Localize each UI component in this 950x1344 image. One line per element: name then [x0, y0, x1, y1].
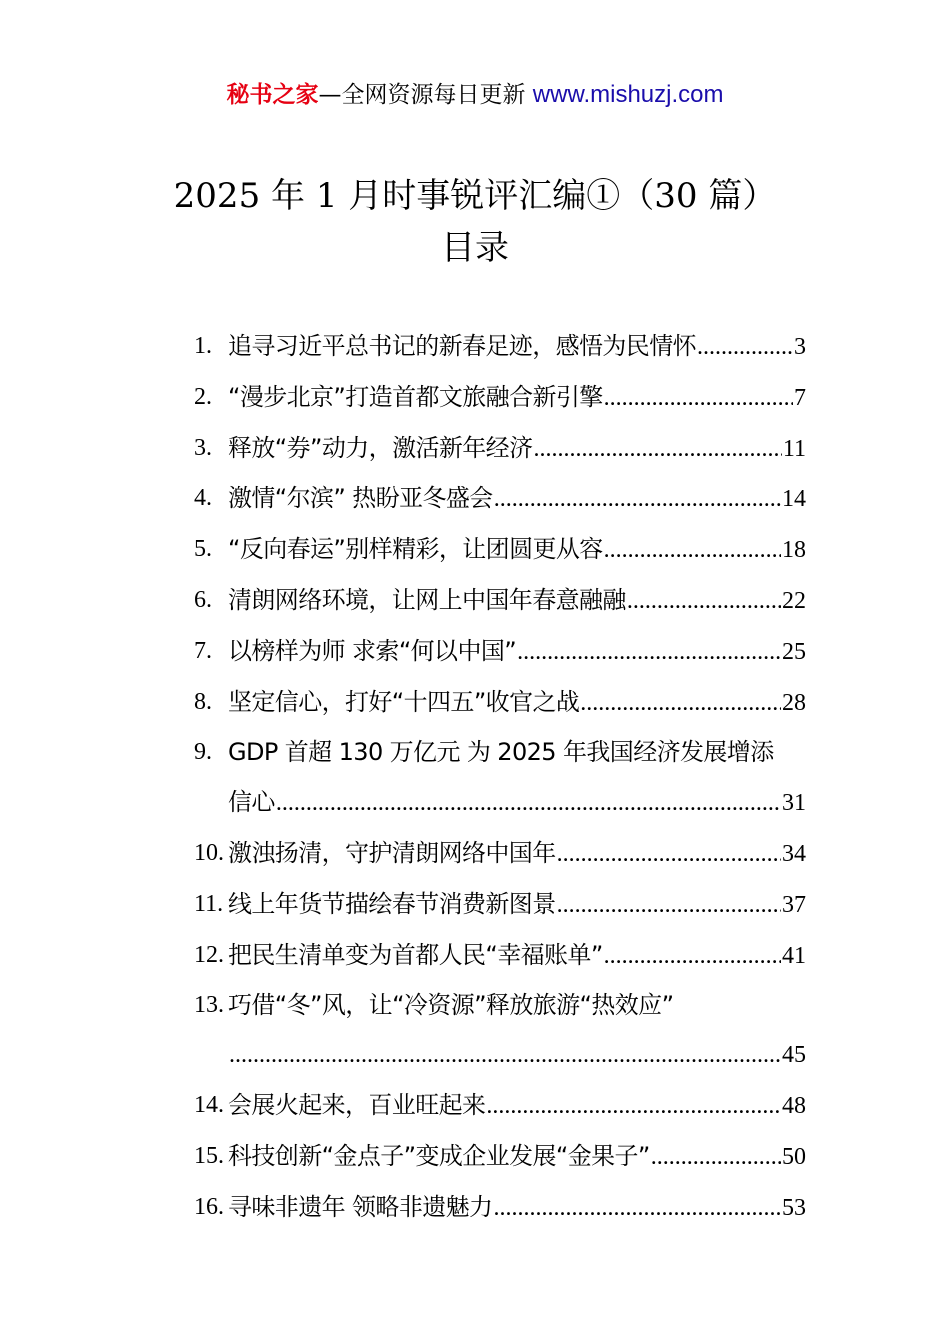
toc-leader — [533, 425, 781, 475]
toc-page: 53 — [782, 1194, 806, 1221]
toc-number: 8. — [194, 688, 212, 715]
toc-page: 22 — [782, 587, 806, 614]
site-header — [0, 80, 950, 110]
site-url[interactable]: www.mishuzj.com — [532, 81, 724, 108]
toc-leader — [604, 526, 781, 576]
toc-entry[interactable] — [194, 1132, 806, 1183]
toc-entry[interactable] — [194, 678, 806, 729]
toc-entry[interactable] — [194, 1183, 806, 1234]
document-title: 2025 年 1 月时事锐评汇编①（30 篇） — [173, 176, 777, 216]
toc-page: 18 — [782, 537, 806, 564]
toc-number: 12. — [194, 941, 224, 968]
toc-title-line1: GDP 首超 130 万亿元 为 2025 年我国经济发展增添 — [228, 738, 774, 767]
toc-number: 4. — [194, 485, 212, 512]
toc-title-line1: 巧借“冬”风，让“冷资源”释放旅游“热效应” — [228, 991, 674, 1020]
toc-entry[interactable] — [194, 627, 806, 678]
toc-entry[interactable] — [194, 1081, 806, 1132]
toc-page: 37 — [782, 891, 806, 918]
toc-title: “反向春运”别样精彩，让团圆更从容 — [228, 535, 603, 564]
toc-leader — [580, 679, 781, 729]
toc-title: 以榜样为师 求索“何以中国” — [228, 636, 517, 665]
toc-title: 信心 — [228, 788, 275, 817]
toc-page: 14 — [782, 486, 806, 513]
toc-leader — [493, 1184, 781, 1234]
brand-name: 秘书之家 — [226, 82, 319, 108]
toc-number: 15. — [194, 1142, 224, 1169]
toc-leader — [557, 881, 781, 931]
toc-leader — [557, 830, 781, 880]
toc-entry[interactable] — [194, 880, 806, 931]
toc-page: 7 — [794, 384, 806, 411]
toc-title: 清朗网络环境，让网上中国年春意融融 — [228, 585, 626, 614]
toc-leader — [604, 932, 781, 982]
toc-title: 线上年货节描绘春节消费新图景 — [228, 889, 556, 918]
toc-page: 3 — [794, 334, 806, 360]
toc-number: 11. — [194, 890, 224, 917]
toc-leader — [486, 1082, 781, 1132]
toc-number: 6. — [194, 586, 212, 613]
toc-title: 科技创新“金点子”变成企业发展“金果子” — [228, 1141, 650, 1170]
toc-entry[interactable] — [194, 931, 806, 982]
toc-number: 10. — [194, 839, 224, 866]
toc-title: 寻味非遗年 领略非遗魅力 — [228, 1192, 493, 1221]
table-of-contents — [194, 322, 806, 1233]
toc-leader — [276, 779, 781, 829]
toc-title: “漫步北京”打造首都文旅融合新引擎 — [228, 382, 603, 411]
toc-title: 把民生清单变为首都人民“幸福账单” — [228, 940, 603, 969]
toc-number: 3. — [194, 434, 212, 461]
toc-page: 25 — [782, 638, 806, 665]
toc-entry[interactable] — [194, 829, 806, 880]
toc-title: 会展火起来，百业旺起来 — [228, 1090, 486, 1119]
toc-title: 激情“尔滨” 热盼亚冬盛会 — [228, 484, 493, 513]
toc-leader — [494, 475, 781, 525]
toc-entry[interactable] — [194, 981, 806, 1081]
toc-title: 追寻习近平总书记的新春足迹，感悟为民情怀 — [228, 332, 696, 360]
toc-page: 41 — [782, 942, 806, 969]
toc-leader — [517, 628, 781, 678]
toc-entry[interactable] — [194, 728, 806, 829]
toc-title: 释放“券”动力，激活新年经济 — [228, 433, 533, 462]
toc-number: 7. — [194, 637, 212, 664]
toc-entry[interactable] — [194, 424, 806, 475]
toc-leader — [651, 1133, 781, 1183]
toc-entry[interactable] — [194, 322, 806, 373]
toc-title: 坚定信心，打好“十四五”收官之战 — [228, 687, 580, 716]
toc-page: 48 — [782, 1092, 806, 1119]
toc-entry[interactable] — [194, 576, 806, 627]
toc-entry[interactable] — [194, 474, 806, 525]
toc-page: 34 — [782, 840, 806, 867]
toc-number: 1. — [194, 333, 212, 359]
toc-leader — [604, 374, 793, 424]
toc-number: 16. — [194, 1193, 224, 1220]
toc-leader — [627, 577, 781, 627]
toc-number: 9. — [194, 739, 212, 766]
toc-number: 2. — [194, 383, 212, 410]
toc-leader — [229, 1031, 781, 1081]
toc-number: 13. — [194, 992, 224, 1019]
toc-title: 激浊扬清，守护清朗网络中国年 — [228, 838, 556, 867]
toc-page: 28 — [782, 689, 806, 716]
toc-page: 31 — [782, 790, 806, 817]
toc-entry[interactable] — [194, 525, 806, 576]
document-subtitle: 目录 — [441, 228, 509, 268]
toc-page: 45 — [782, 1042, 806, 1069]
toc-leader — [697, 323, 793, 373]
toc-number: 5. — [194, 536, 212, 563]
toc-page: 11 — [782, 435, 806, 462]
toc-entry[interactable] — [194, 373, 806, 424]
toc-page: 50 — [782, 1143, 806, 1170]
toc-number: 14. — [194, 1091, 224, 1118]
header-tagline: —全网资源每日更新 — [318, 82, 533, 108]
